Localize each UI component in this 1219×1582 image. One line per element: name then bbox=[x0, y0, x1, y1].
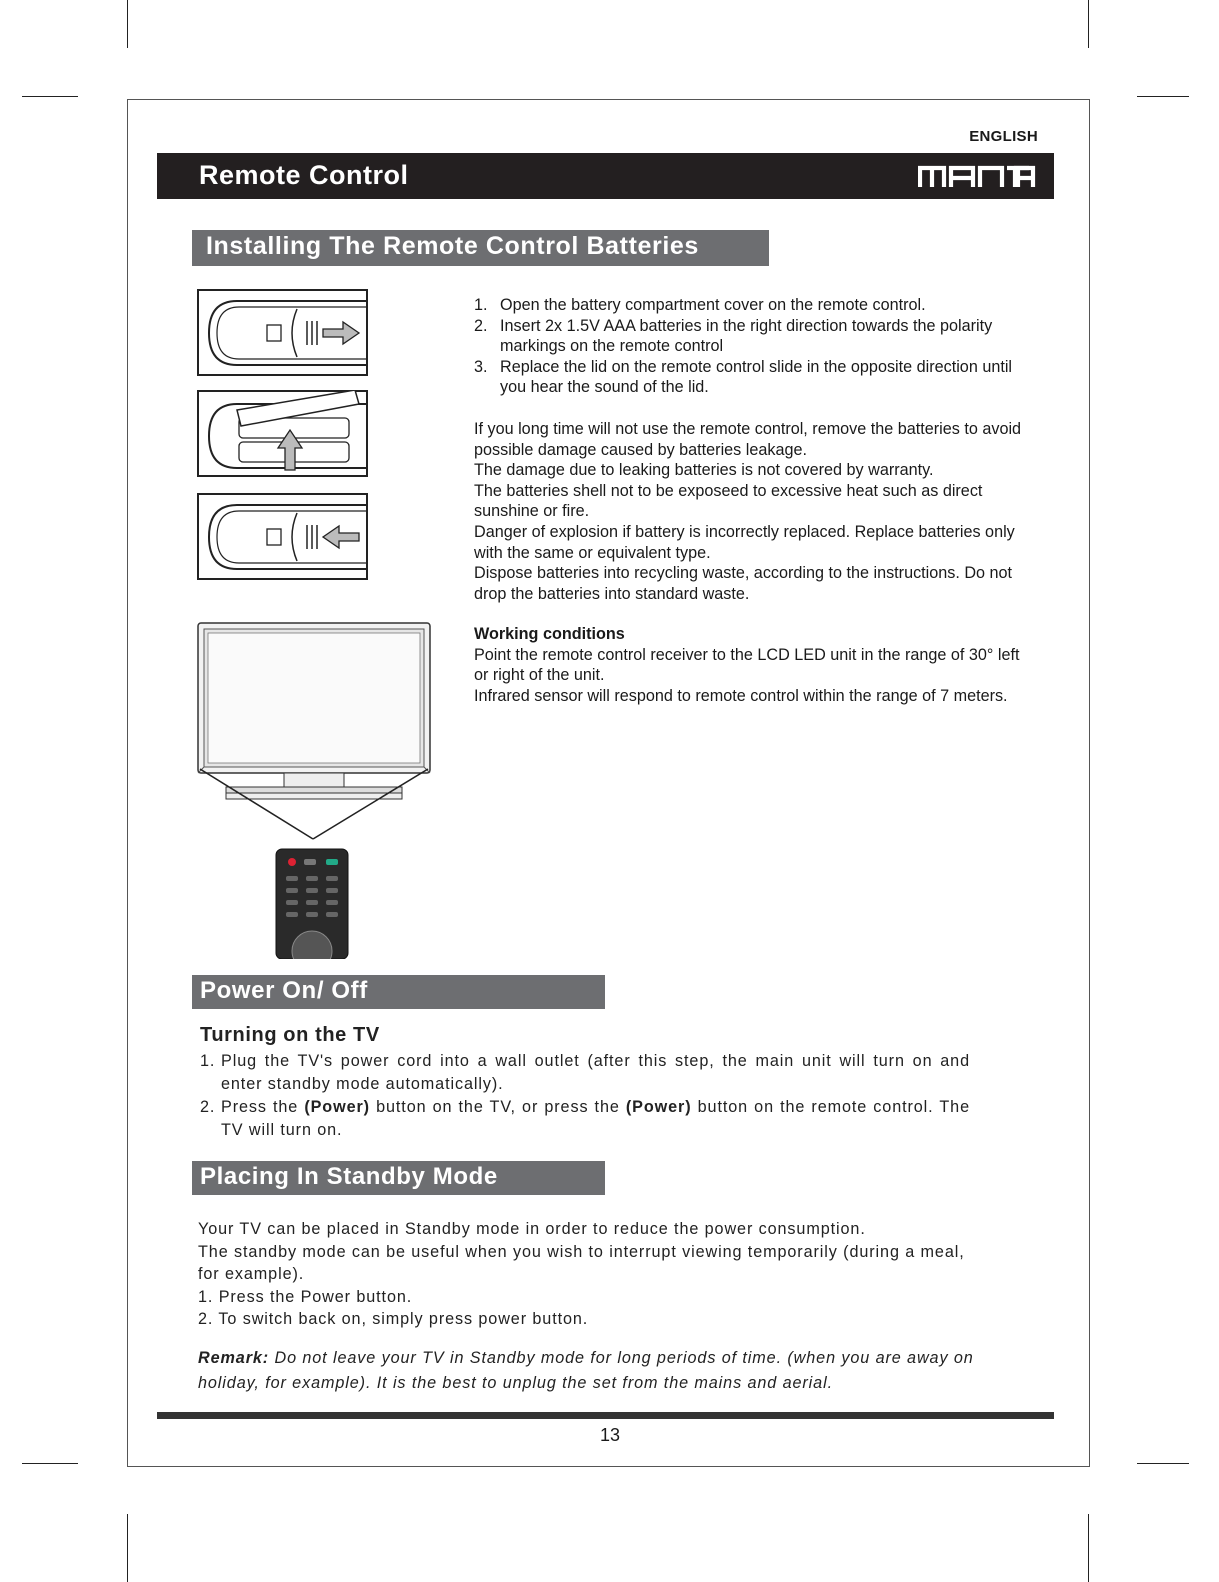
crop-mark bbox=[1088, 0, 1089, 48]
step-text: Plug the TV's power cord into a wall outlet (after this step, the main unit will turn on and enter standby mode automatically). bbox=[221, 1052, 970, 1093]
warning-text: The damage due to leaking batteries is not covered by warranty. bbox=[474, 461, 934, 480]
chapter-header-bar bbox=[157, 153, 1054, 199]
standby-text bbox=[198, 1218, 988, 1331]
battery-step2-illustration bbox=[197, 390, 369, 483]
list-item bbox=[200, 1050, 970, 1096]
step-number: 2. bbox=[200, 1098, 216, 1116]
remark-text: Do not leave your TV in Standby mode for long periods of time. (when you are away on holiday, for example). It is the best to unplug the set from the mains and aerial. bbox=[198, 1349, 974, 1392]
turning-on-subheading: Turning on the TV bbox=[200, 1024, 380, 1046]
step-text: button on the TV, or press the bbox=[369, 1098, 626, 1116]
list-item bbox=[200, 1096, 970, 1142]
section-heading-standby: Placing In Standby Mode bbox=[192, 1161, 605, 1195]
list-item bbox=[473, 316, 1033, 357]
crop-mark bbox=[22, 1463, 78, 1464]
section-heading-batteries: Installing The Remote Control Batteries bbox=[192, 230, 769, 266]
crop-mark bbox=[1137, 96, 1189, 97]
step-text: Press the bbox=[221, 1098, 305, 1116]
power-button-label: (Power) bbox=[304, 1098, 370, 1116]
crop-mark bbox=[1137, 1463, 1189, 1464]
language-label: ENGLISH bbox=[969, 128, 1038, 145]
step-text: Replace the lid on the remote control slide in the opposite direction until you hear the sound of the lid. bbox=[500, 357, 1013, 397]
footer-rule bbox=[157, 1412, 1054, 1419]
power-button-label: (Power) bbox=[625, 1098, 692, 1116]
working-conditions-heading: Working conditions bbox=[474, 625, 625, 643]
standby-line: Your TV can be placed in Standby mode in order to reduce the power consumption. bbox=[198, 1220, 866, 1238]
battery-install-steps bbox=[473, 295, 1033, 398]
step-text: button on the remote control. The TV will turn on. bbox=[221, 1098, 970, 1139]
step-number: 3. bbox=[474, 357, 488, 376]
crop-mark bbox=[22, 96, 78, 97]
power-steps bbox=[200, 1050, 970, 1142]
page-number: 13 bbox=[599, 1425, 621, 1445]
battery-warnings bbox=[474, 419, 1034, 604]
chapter-title: Remote Control bbox=[199, 160, 409, 190]
step-number: 1. bbox=[474, 296, 488, 314]
working-conditions bbox=[474, 624, 1034, 706]
step-number: 1. bbox=[200, 1052, 216, 1070]
standby-line: The standby mode can be useful when you wish to interrupt viewing temporarily (during a meal, for example). bbox=[198, 1242, 965, 1283]
brand-logo bbox=[918, 163, 1040, 189]
warning-text: Danger of explosion if battery is incorrectly replaced. Replace batteries only with the same or equivalent type. bbox=[474, 522, 1015, 562]
warning-text: Dispose batteries into recycling waste, according to the instructions. Do not drop the batteries into standard waste. bbox=[474, 564, 1013, 603]
step-text: Open the battery compartment cover on the remote control. bbox=[500, 296, 926, 314]
working-conditions-text: Point the remote control receiver to the LCD LED unit in the range of 30° left or right of the unit. bbox=[474, 645, 1020, 685]
standby-line: 1. Press the Power button. bbox=[198, 1287, 413, 1306]
warning-text: The batteries shell not to be exposeed to excessive heat such as direct sunshine or fire. bbox=[474, 481, 983, 521]
list-item bbox=[473, 357, 1033, 398]
standby-remark bbox=[198, 1346, 988, 1396]
battery-step3-illustration bbox=[197, 493, 369, 586]
crop-mark bbox=[127, 0, 128, 48]
step-text: Insert 2x 1.5V AAA batteries in the right direction towards the polarity markings on the remote control bbox=[500, 316, 993, 356]
working-conditions-text: Infrared sensor will respond to remote control within the range of 7 meters. bbox=[474, 686, 1008, 705]
warning-text: If you long time will not use the remote control, remove the batteries to avoid possible damage caused by batteries leakage. bbox=[474, 420, 1022, 459]
standby-line: 2. To switch back on, simply press power button. bbox=[198, 1310, 589, 1328]
list-item bbox=[473, 295, 1033, 316]
section-heading-power: Power On/ Off bbox=[192, 975, 605, 1009]
crop-mark bbox=[127, 1514, 128, 1582]
step-number: 2. bbox=[474, 316, 488, 335]
remark-label: Remark: bbox=[198, 1349, 270, 1367]
crop-mark bbox=[1088, 1514, 1089, 1582]
battery-step1-illustration bbox=[197, 289, 369, 382]
tv-remote-range-illustration bbox=[196, 621, 432, 964]
